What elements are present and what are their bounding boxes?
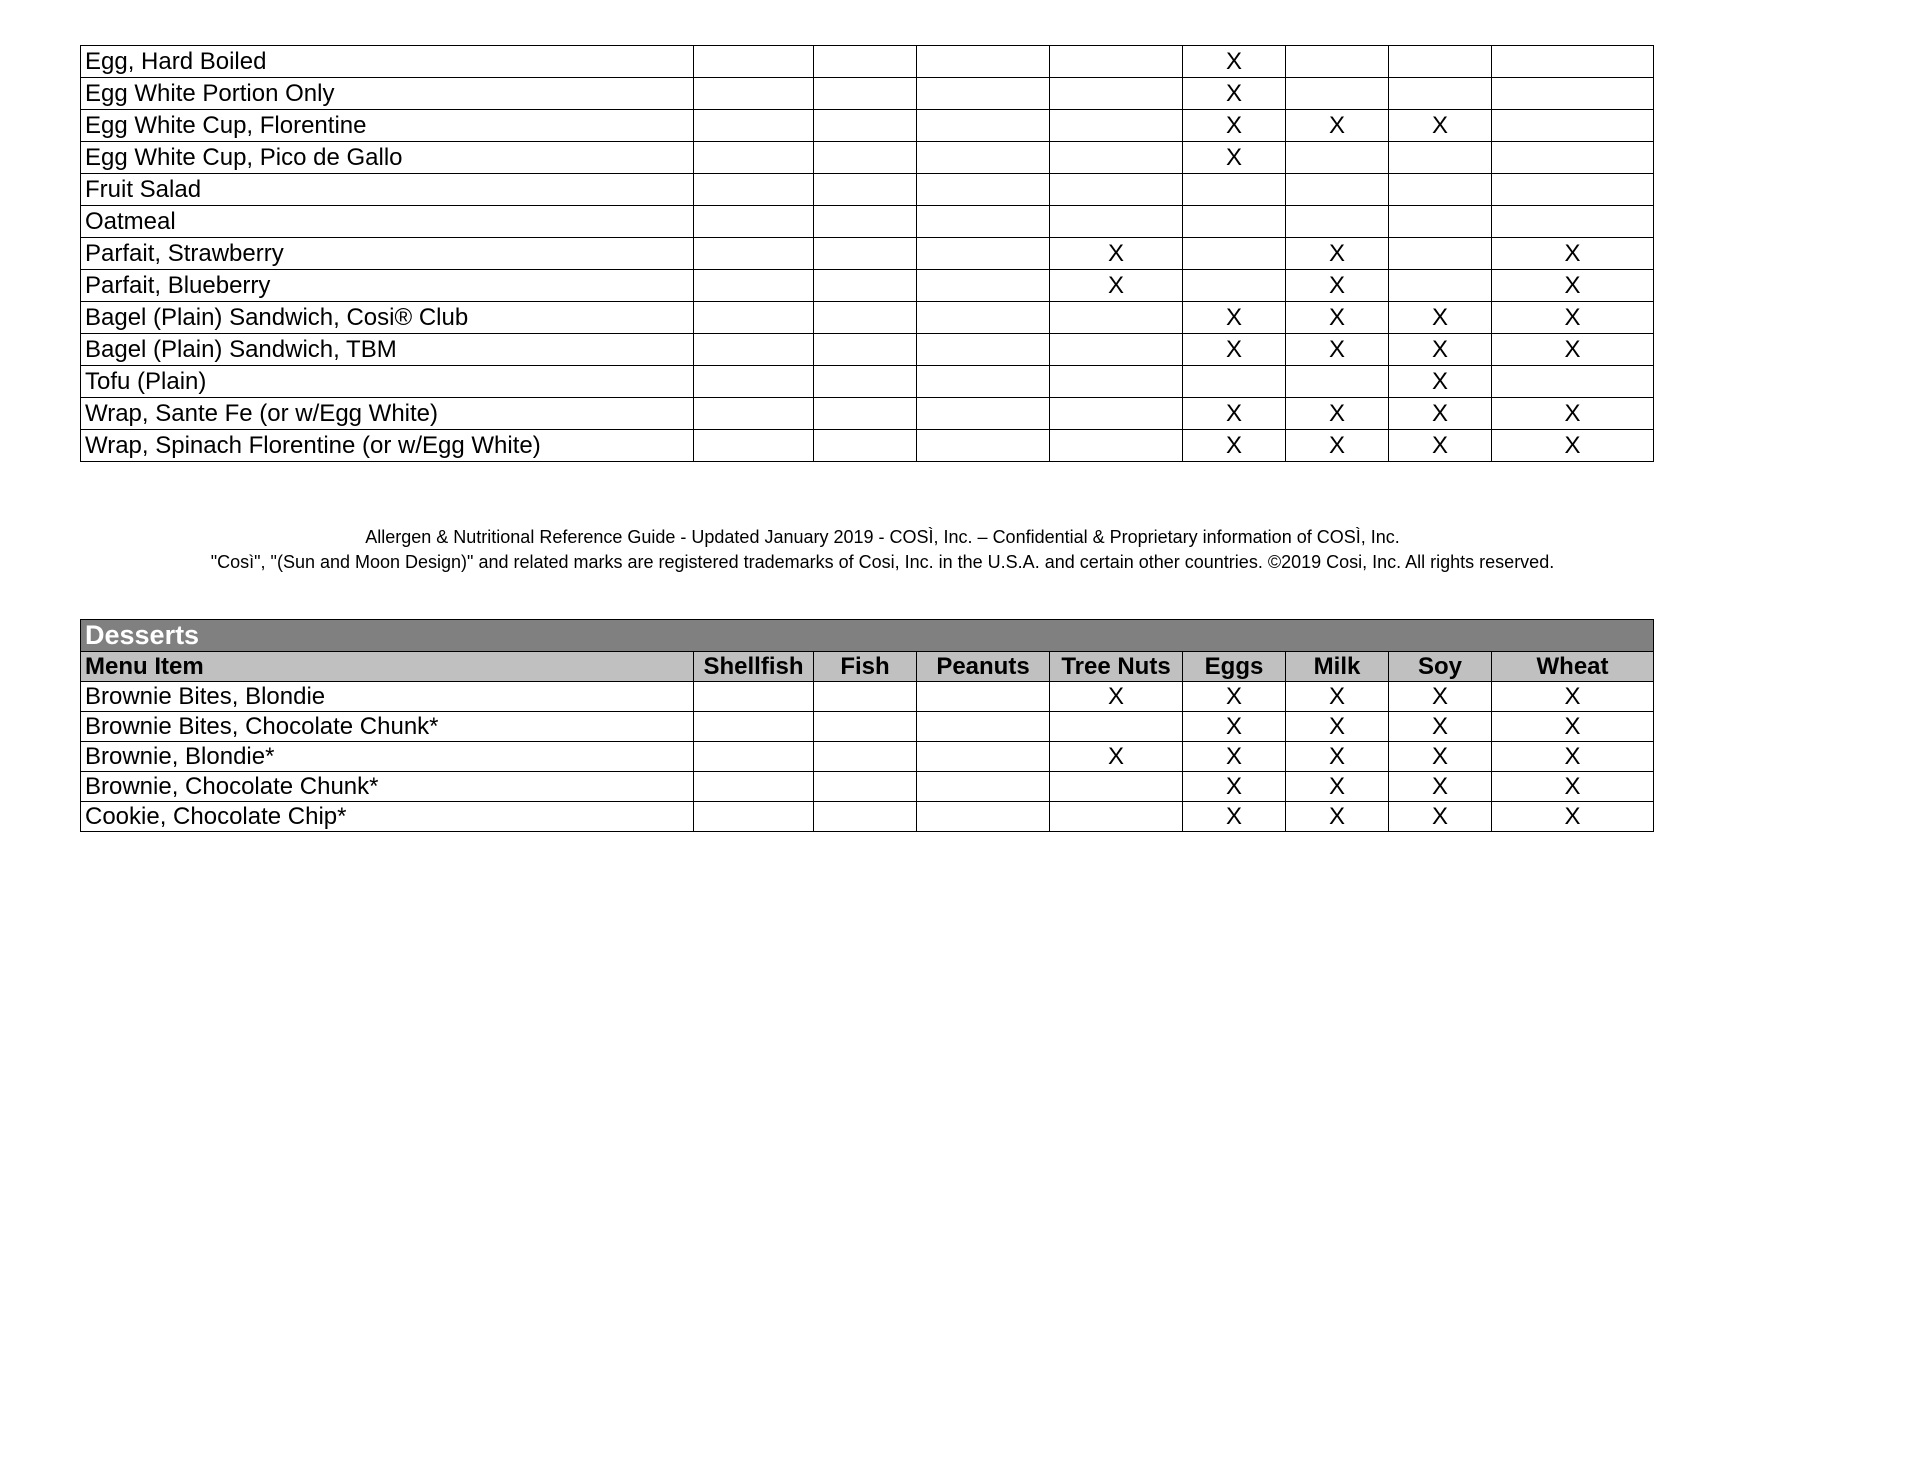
allergen-cell-fish — [814, 302, 917, 334]
menu-item-name: Wrap, Spinach Florentine (or w/Egg White) — [81, 430, 694, 462]
allergen-cell-wheat: X — [1492, 712, 1654, 742]
allergen-cell-eggs: X — [1183, 398, 1286, 430]
allergen-cell-shellfish — [694, 366, 814, 398]
allergen-cell-milk: X — [1286, 334, 1389, 366]
allergen-cell-tree-nuts — [1050, 802, 1183, 832]
allergen-cell-tree-nuts — [1050, 712, 1183, 742]
allergen-cell-wheat — [1492, 174, 1654, 206]
table-row — [81, 712, 1654, 742]
allergen-cell-peanuts — [917, 430, 1050, 462]
allergen-cell-peanuts — [917, 78, 1050, 110]
allergen-cell-milk — [1286, 366, 1389, 398]
table-row — [81, 430, 1654, 462]
allergen-cell-eggs — [1183, 366, 1286, 398]
allergen-cell-shellfish — [694, 334, 814, 366]
allergen-cell-tree-nuts — [1050, 174, 1183, 206]
table-row — [81, 682, 1654, 712]
allergen-cell-milk — [1286, 174, 1389, 206]
section-title: Desserts — [81, 620, 1654, 652]
allergen-cell-shellfish — [694, 772, 814, 802]
allergen-cell-tree-nuts — [1050, 772, 1183, 802]
allergen-cell-peanuts — [917, 142, 1050, 174]
allergen-cell-soy: X — [1389, 682, 1492, 712]
allergen-cell-fish — [814, 78, 917, 110]
table-row — [81, 174, 1654, 206]
allergen-cell-soy: X — [1389, 742, 1492, 772]
allergen-cell-soy — [1389, 238, 1492, 270]
allergen-cell-eggs — [1183, 238, 1286, 270]
allergen-cell-shellfish — [694, 682, 814, 712]
allergen-cell-soy — [1389, 174, 1492, 206]
menu-item-name: Brownie, Blondie* — [81, 742, 694, 772]
allergen-cell-tree-nuts: X — [1050, 238, 1183, 270]
table-row — [81, 302, 1654, 334]
allergen-cell-soy: X — [1389, 334, 1492, 366]
allergen-cell-eggs: X — [1183, 742, 1286, 772]
allergen-cell-wheat — [1492, 78, 1654, 110]
allergen-cell-milk: X — [1286, 430, 1389, 462]
allergen-cell-milk: X — [1286, 802, 1389, 832]
allergen-cell-wheat — [1492, 366, 1654, 398]
allergen-cell-peanuts — [917, 772, 1050, 802]
allergen-cell-wheat: X — [1492, 398, 1654, 430]
allergen-cell-eggs: X — [1183, 302, 1286, 334]
allergen-cell-fish — [814, 142, 917, 174]
allergen-cell-wheat — [1492, 206, 1654, 238]
allergen-cell-soy: X — [1389, 366, 1492, 398]
allergen-cell-milk: X — [1286, 270, 1389, 302]
allergen-cell-fish — [814, 174, 917, 206]
allergen-cell-milk: X — [1286, 398, 1389, 430]
allergen-cell-fish — [814, 334, 917, 366]
column-header-row — [81, 652, 1654, 682]
allergen-cell-peanuts — [917, 334, 1050, 366]
allergen-cell-eggs: X — [1183, 802, 1286, 832]
allergen-cell-shellfish — [694, 238, 814, 270]
allergen-cell-milk: X — [1286, 682, 1389, 712]
allergen-cell-wheat: X — [1492, 238, 1654, 270]
menu-item-name: Fruit Salad — [81, 174, 694, 206]
allergen-cell-peanuts — [917, 174, 1050, 206]
allergen-cell-fish — [814, 712, 917, 742]
allergen-cell-peanuts — [917, 238, 1050, 270]
allergen-cell-wheat: X — [1492, 302, 1654, 334]
allergen-cell-peanuts — [917, 366, 1050, 398]
allergen-cell-wheat: X — [1492, 430, 1654, 462]
allergen-cell-fish — [814, 430, 917, 462]
allergen-cell-tree-nuts — [1050, 334, 1183, 366]
allergen-cell-wheat: X — [1492, 742, 1654, 772]
column-header-eggs: Eggs — [1183, 652, 1286, 682]
allergen-cell-shellfish — [694, 206, 814, 238]
allergen-cell-shellfish — [694, 302, 814, 334]
allergen-cell-soy — [1389, 78, 1492, 110]
allergen-cell-wheat — [1492, 110, 1654, 142]
allergen-cell-milk — [1286, 46, 1389, 78]
allergen-cell-fish — [814, 802, 917, 832]
allergen-cell-eggs: X — [1183, 110, 1286, 142]
menu-item-name: Brownie, Chocolate Chunk* — [81, 772, 694, 802]
column-header-milk: Milk — [1286, 652, 1389, 682]
table-row — [81, 142, 1654, 174]
menu-item-name: Tofu (Plain) — [81, 366, 694, 398]
allergen-cell-fish — [814, 682, 917, 712]
allergen-cell-shellfish — [694, 430, 814, 462]
menu-item-name: Parfait, Blueberry — [81, 270, 694, 302]
allergen-cell-peanuts — [917, 302, 1050, 334]
column-header-peanuts: Peanuts — [917, 652, 1050, 682]
menu-item-name: Cookie, Chocolate Chip* — [81, 802, 694, 832]
allergen-cell-milk: X — [1286, 772, 1389, 802]
allergen-cell-fish — [814, 742, 917, 772]
table-row — [81, 742, 1654, 772]
allergen-cell-wheat: X — [1492, 334, 1654, 366]
allergen-cell-eggs — [1183, 206, 1286, 238]
allergen-cell-peanuts — [917, 802, 1050, 832]
allergen-cell-fish — [814, 366, 917, 398]
allergen-cell-tree-nuts — [1050, 398, 1183, 430]
allergen-cell-milk — [1286, 206, 1389, 238]
allergen-cell-tree-nuts: X — [1050, 682, 1183, 712]
allergen-cell-fish — [814, 206, 917, 238]
allergen-cell-fish — [814, 270, 917, 302]
allergen-cell-soy: X — [1389, 712, 1492, 742]
allergen-cell-shellfish — [694, 802, 814, 832]
allergen-cell-soy: X — [1389, 772, 1492, 802]
allergen-cell-milk: X — [1286, 302, 1389, 334]
allergen-cell-wheat — [1492, 46, 1654, 78]
allergen-cell-eggs: X — [1183, 772, 1286, 802]
breakfast-allergen-table — [80, 45, 1654, 462]
allergen-cell-soy: X — [1389, 430, 1492, 462]
allergen-cell-shellfish — [694, 398, 814, 430]
allergen-cell-soy: X — [1389, 802, 1492, 832]
table-row — [81, 110, 1654, 142]
menu-item-name: Egg White Portion Only — [81, 78, 694, 110]
allergen-cell-eggs: X — [1183, 334, 1286, 366]
allergen-cell-wheat: X — [1492, 772, 1654, 802]
allergen-cell-peanuts — [917, 742, 1050, 772]
allergen-cell-tree-nuts: X — [1050, 742, 1183, 772]
menu-item-name: Egg White Cup, Pico de Gallo — [81, 142, 694, 174]
allergen-cell-soy: X — [1389, 110, 1492, 142]
table-row — [81, 772, 1654, 802]
table-row — [81, 398, 1654, 430]
allergen-cell-wheat: X — [1492, 802, 1654, 832]
table-row — [81, 238, 1654, 270]
allergen-cell-wheat: X — [1492, 682, 1654, 712]
desserts-allergen-table — [80, 619, 1654, 832]
allergen-cell-wheat: X — [1492, 270, 1654, 302]
allergen-cell-soy: X — [1389, 398, 1492, 430]
allergen-cell-peanuts — [917, 270, 1050, 302]
menu-item-name: Brownie Bites, Chocolate Chunk* — [81, 712, 694, 742]
allergen-cell-wheat — [1492, 142, 1654, 174]
column-header-tree-nuts: Tree Nuts — [1050, 652, 1183, 682]
allergen-cell-soy — [1389, 46, 1492, 78]
allergen-cell-tree-nuts — [1050, 430, 1183, 462]
allergen-cell-shellfish — [694, 174, 814, 206]
table-row — [81, 46, 1654, 78]
allergen-cell-milk — [1286, 78, 1389, 110]
column-header-soy: Soy — [1389, 652, 1492, 682]
allergen-cell-tree-nuts — [1050, 206, 1183, 238]
allergen-cell-fish — [814, 110, 917, 142]
allergen-cell-milk: X — [1286, 742, 1389, 772]
menu-item-name: Bagel (Plain) Sandwich, TBM — [81, 334, 694, 366]
allergen-cell-soy: X — [1389, 302, 1492, 334]
allergen-cell-fish — [814, 772, 917, 802]
allergen-cell-tree-nuts — [1050, 78, 1183, 110]
allergen-cell-shellfish — [694, 712, 814, 742]
allergen-cell-peanuts — [917, 110, 1050, 142]
footer-trademark-line: "Così", "(Sun and Moon Design)" and related marks are registered trademarks of Cosi, Inc. in the U.S.A. and certain other countries. ©2019 Cosi, Inc. All rights reserved. — [210, 552, 1555, 572]
allergen-cell-tree-nuts — [1050, 110, 1183, 142]
menu-item-name: Oatmeal — [81, 206, 694, 238]
table-row — [81, 802, 1654, 832]
allergen-cell-soy — [1389, 270, 1492, 302]
allergen-cell-peanuts — [917, 46, 1050, 78]
allergen-cell-shellfish — [694, 742, 814, 772]
allergen-cell-milk — [1286, 142, 1389, 174]
allergen-cell-tree-nuts — [1050, 46, 1183, 78]
menu-item-name: Wrap, Sante Fe (or w/Egg White) — [81, 398, 694, 430]
allergen-cell-eggs — [1183, 270, 1286, 302]
allergen-cell-fish — [814, 46, 917, 78]
allergen-cell-eggs: X — [1183, 142, 1286, 174]
allergen-cell-milk: X — [1286, 110, 1389, 142]
allergen-cell-eggs: X — [1183, 46, 1286, 78]
menu-item-name: Brownie Bites, Blondie — [81, 682, 694, 712]
allergen-cell-peanuts — [917, 712, 1050, 742]
allergen-cell-fish — [814, 238, 917, 270]
table-row — [81, 366, 1654, 398]
allergen-cell-eggs: X — [1183, 712, 1286, 742]
menu-item-name: Egg, Hard Boiled — [81, 46, 694, 78]
allergen-cell-soy — [1389, 206, 1492, 238]
allergen-cell-shellfish — [694, 46, 814, 78]
section-header-row — [81, 620, 1654, 652]
menu-item-name: Egg White Cup, Florentine — [81, 110, 694, 142]
allergen-cell-eggs — [1183, 174, 1286, 206]
allergen-cell-eggs: X — [1183, 78, 1286, 110]
menu-item-name: Bagel (Plain) Sandwich, Cosi® Club — [81, 302, 694, 334]
table-row — [81, 270, 1654, 302]
allergen-cell-shellfish — [694, 78, 814, 110]
allergen-cell-peanuts — [917, 206, 1050, 238]
column-header-shellfish: Shellfish — [694, 652, 814, 682]
allergen-cell-milk: X — [1286, 712, 1389, 742]
allergen-cell-fish — [814, 398, 917, 430]
allergen-cell-soy — [1389, 142, 1492, 174]
allergen-cell-shellfish — [694, 142, 814, 174]
allergen-cell-shellfish — [694, 110, 814, 142]
allergen-cell-peanuts — [917, 682, 1050, 712]
allergen-cell-shellfish — [694, 270, 814, 302]
menu-item-name: Parfait, Strawberry — [81, 238, 694, 270]
column-header-fish: Fish — [814, 652, 917, 682]
table-row — [81, 78, 1654, 110]
footer-reference-guide-line: Allergen & Nutritional Reference Guide - Updated January 2019 - COSÌ, Inc. – Confidential & Proprietary information of COSÌ, Inc. — [365, 527, 1400, 547]
column-header-wheat: Wheat — [1492, 652, 1654, 682]
table-row — [81, 334, 1654, 366]
allergen-cell-eggs: X — [1183, 682, 1286, 712]
allergen-cell-tree-nuts: X — [1050, 270, 1183, 302]
allergen-cell-eggs: X — [1183, 430, 1286, 462]
allergen-cell-peanuts — [917, 398, 1050, 430]
table-row — [81, 206, 1654, 238]
allergen-cell-milk: X — [1286, 238, 1389, 270]
allergen-cell-tree-nuts — [1050, 302, 1183, 334]
menu-item-header: Menu Item — [81, 652, 694, 682]
allergen-cell-tree-nuts — [1050, 142, 1183, 174]
allergen-cell-tree-nuts — [1050, 366, 1183, 398]
